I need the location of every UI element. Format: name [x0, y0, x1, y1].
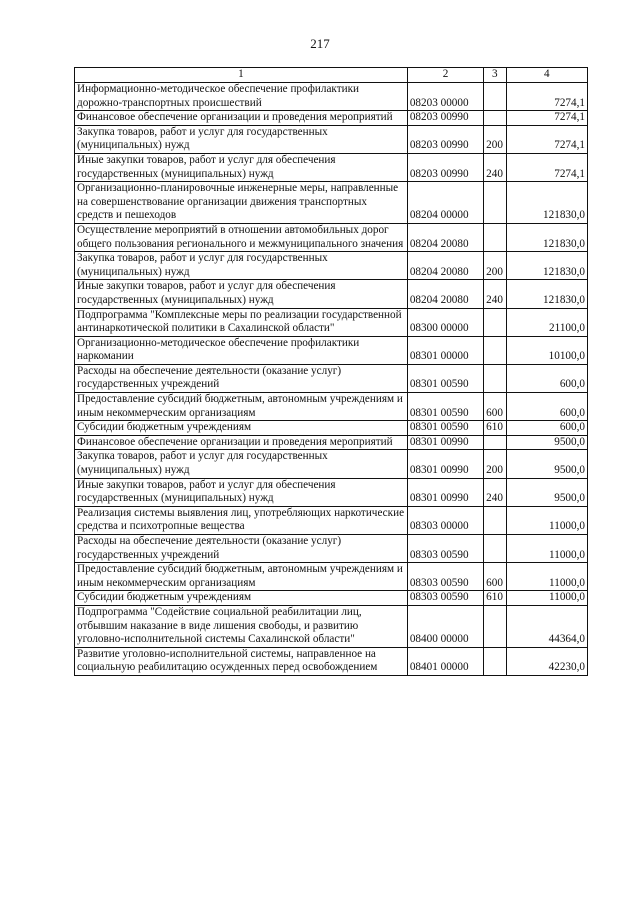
- row-code-cell: 08204 00000: [407, 182, 483, 224]
- row-name-cell: Предоставление субсидий бюджетным, автономным учреждениям и иным некоммерческим организациям: [75, 393, 408, 421]
- header-col-3: 3: [484, 68, 506, 83]
- row-vr-cell: 240: [484, 478, 506, 506]
- row-name-cell: Субсидии бюджетным учреждениям: [75, 421, 408, 436]
- row-vr-cell: [484, 535, 506, 563]
- page-number: 217: [310, 36, 330, 51]
- row-vr-cell: [484, 647, 506, 675]
- row-amount-cell: 11000,0: [506, 591, 587, 606]
- table-row: [75, 125, 588, 153]
- row-vr-cell: [484, 83, 506, 111]
- row-code-cell: 08301 00590: [407, 393, 483, 421]
- row-code-cell: 08301 00990: [407, 478, 483, 506]
- table-row: [75, 450, 588, 478]
- budget-table: [74, 67, 588, 676]
- table-row: [75, 506, 588, 534]
- row-vr-cell: [484, 336, 506, 364]
- row-amount-cell: 7274,1: [506, 83, 587, 111]
- row-code-cell: 08303 00590: [407, 591, 483, 606]
- row-amount-cell: 9500,0: [506, 435, 587, 450]
- header-col-2: 2: [407, 68, 483, 83]
- row-code-cell: 08301 00590: [407, 421, 483, 436]
- row-amount-cell: 121830,0: [506, 280, 587, 308]
- table-row: [75, 280, 588, 308]
- row-amount-cell: 10100,0: [506, 336, 587, 364]
- row-vr-cell: [484, 605, 506, 647]
- table-row: [75, 252, 588, 280]
- row-code-cell: 08204 20080: [407, 252, 483, 280]
- row-code-cell: 08301 00990: [407, 435, 483, 450]
- table-row: [75, 605, 588, 647]
- row-vr-cell: 610: [484, 591, 506, 606]
- row-vr-cell: [484, 111, 506, 126]
- row-name-cell: Финансовое обеспечение организации и проведения мероприятий: [75, 435, 408, 450]
- table-row: [75, 336, 588, 364]
- row-vr-cell: [484, 435, 506, 450]
- table-row: [75, 535, 588, 563]
- header-col-1: 1: [75, 68, 408, 83]
- row-amount-cell: 7274,1: [506, 153, 587, 181]
- row-amount-cell: 11000,0: [506, 563, 587, 591]
- row-code-cell: 08300 00000: [407, 308, 483, 336]
- row-code-cell: 08203 00990: [407, 125, 483, 153]
- row-name-cell: Подпрограмма "Комплексные меры по реализации государственной антинаркотической политики в Сахалинской области": [75, 308, 408, 336]
- row-code-cell: 08203 00990: [407, 153, 483, 181]
- row-amount-cell: 600,0: [506, 421, 587, 436]
- table-row: [75, 563, 588, 591]
- row-amount-cell: 44364,0: [506, 605, 587, 647]
- row-name-cell: Финансовое обеспечение организации и проведения мероприятий: [75, 111, 408, 126]
- row-vr-cell: 240: [484, 280, 506, 308]
- row-amount-cell: 121830,0: [506, 182, 587, 224]
- table-row: [75, 393, 588, 421]
- table-row: [75, 308, 588, 336]
- row-amount-cell: 9500,0: [506, 450, 587, 478]
- row-amount-cell: 600,0: [506, 364, 587, 392]
- row-code-cell: 08301 00000: [407, 336, 483, 364]
- table-row: [75, 111, 588, 126]
- row-vr-cell: 240: [484, 153, 506, 181]
- row-code-cell: 08203 00990: [407, 111, 483, 126]
- row-code-cell: 08203 00000: [407, 83, 483, 111]
- row-vr-cell: [484, 308, 506, 336]
- row-vr-cell: 600: [484, 393, 506, 421]
- row-amount-cell: 7274,1: [506, 125, 587, 153]
- row-name-cell: Реализация системы выявления лиц, употребляющих наркотические средства и психотропные вещества: [75, 506, 408, 534]
- table-row: [75, 364, 588, 392]
- row-amount-cell: 11000,0: [506, 535, 587, 563]
- row-code-cell: 08303 00590: [407, 535, 483, 563]
- row-vr-cell: [484, 364, 506, 392]
- row-amount-cell: 11000,0: [506, 506, 587, 534]
- row-name-cell: Осуществление мероприятий в отношении автомобильных дорог общего пользования регионального и межмуниципального значения: [75, 223, 408, 251]
- row-name-cell: Расходы на обеспечение деятельности (оказание услуг) государственных учреждений: [75, 364, 408, 392]
- row-amount-cell: 21100,0: [506, 308, 587, 336]
- header-col-4: 4: [506, 68, 587, 83]
- table-row: [75, 83, 588, 111]
- row-name-cell: Организационно-планировочные инженерные меры, направленные на совершенствование организации движения транспортных средств и пешеходов: [75, 182, 408, 224]
- table-row: [75, 153, 588, 181]
- row-amount-cell: 121830,0: [506, 252, 587, 280]
- table-row: [75, 435, 588, 450]
- row-name-cell: Иные закупки товаров, работ и услуг для обеспечения государственных (муниципальных) нужд: [75, 153, 408, 181]
- row-vr-cell: 610: [484, 421, 506, 436]
- row-code-cell: 08204 20080: [407, 223, 483, 251]
- row-name-cell: Организационно-методическое обеспечение профилактики наркомании: [75, 336, 408, 364]
- row-amount-cell: 600,0: [506, 393, 587, 421]
- row-name-cell: Развитие уголовно-исполнительной системы, направленное на социальную реабилитацию осужденных перед освобождением: [75, 647, 408, 675]
- table-row: [75, 421, 588, 436]
- row-name-cell: Информационно-методическое обеспечение профилактики дорожно-транспортных происшествий: [75, 83, 408, 111]
- row-name-cell: Закупка товаров, работ и услуг для государственных (муниципальных) нужд: [75, 252, 408, 280]
- table-row: [75, 182, 588, 224]
- row-code-cell: 08301 00590: [407, 364, 483, 392]
- row-code-cell: 08401 00000: [407, 647, 483, 675]
- row-vr-cell: [484, 506, 506, 534]
- row-code-cell: 08303 00590: [407, 563, 483, 591]
- table-header-row: [75, 68, 588, 83]
- row-vr-cell: 600: [484, 563, 506, 591]
- row-name-cell: Расходы на обеспечение деятельности (оказание услуг) государственных учреждений: [75, 535, 408, 563]
- row-vr-cell: 200: [484, 252, 506, 280]
- row-name-cell: Предоставление субсидий бюджетным, автономным учреждениям и иным некоммерческим организациям: [75, 563, 408, 591]
- table-row: [75, 647, 588, 675]
- row-name-cell: Подпрограмма "Содействие социальной реабилитации лиц, отбывшим наказание в виде лишения свободы, и развитию уголовно-исполнительной системы Сахалинской области": [75, 605, 408, 647]
- row-code-cell: 08400 00000: [407, 605, 483, 647]
- row-vr-cell: [484, 223, 506, 251]
- row-vr-cell: 200: [484, 125, 506, 153]
- row-amount-cell: 121830,0: [506, 223, 587, 251]
- table-row: [75, 223, 588, 251]
- row-amount-cell: 7274,1: [506, 111, 587, 126]
- row-code-cell: 08303 00000: [407, 506, 483, 534]
- row-amount-cell: 9500,0: [506, 478, 587, 506]
- row-vr-cell: 200: [484, 450, 506, 478]
- row-name-cell: Иные закупки товаров, работ и услуг для обеспечения государственных (муниципальных) нужд: [75, 478, 408, 506]
- row-name-cell: Закупка товаров, работ и услуг для государственных (муниципальных) нужд: [75, 450, 408, 478]
- table-body: [75, 83, 588, 676]
- row-name-cell: Субсидии бюджетным учреждениям: [75, 591, 408, 606]
- row-code-cell: 08301 00990: [407, 450, 483, 478]
- row-amount-cell: 42230,0: [506, 647, 587, 675]
- row-code-cell: 08204 20080: [407, 280, 483, 308]
- table-row: [75, 478, 588, 506]
- row-name-cell: Иные закупки товаров, работ и услуг для обеспечения государственных (муниципальных) нужд: [75, 280, 408, 308]
- row-vr-cell: [484, 182, 506, 224]
- row-name-cell: Закупка товаров, работ и услуг для государственных (муниципальных) нужд: [75, 125, 408, 153]
- table-row: [75, 591, 588, 606]
